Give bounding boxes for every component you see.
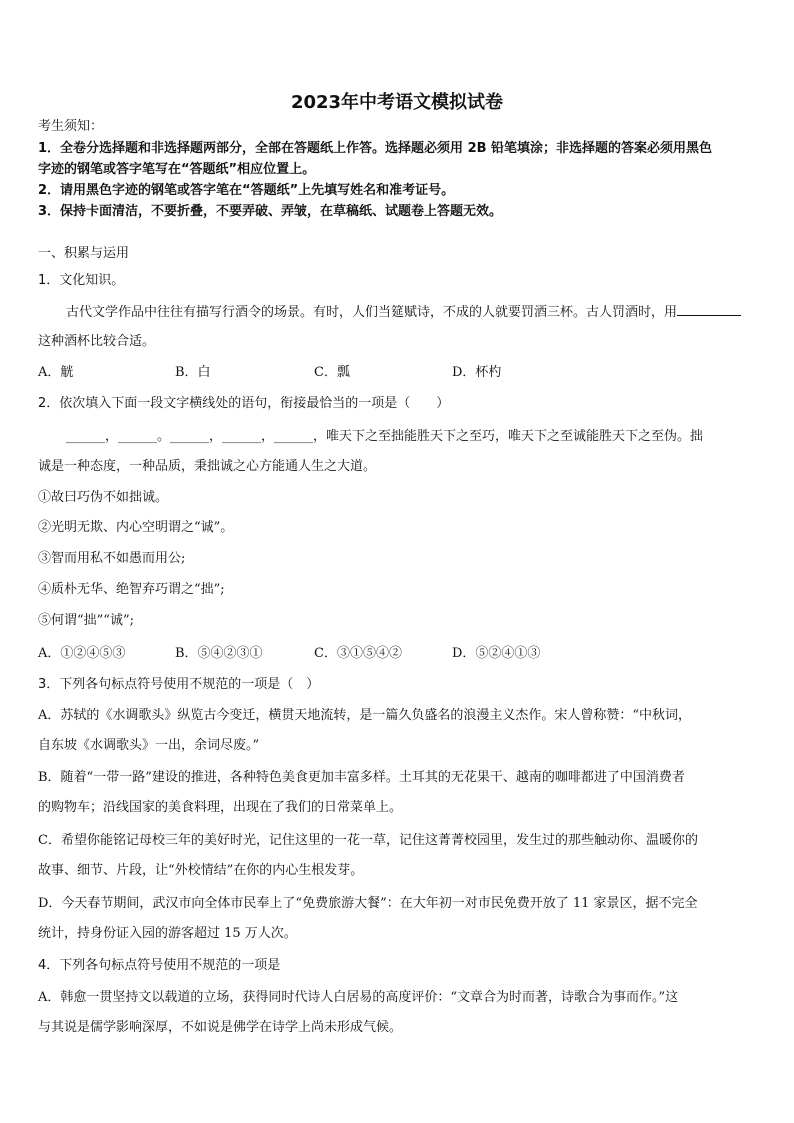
q3-option-c-line-1[interactable]: C．希望你能铭记母校三年的美好时光，记住这里的一花一草，记住这菁菁校园里，发生过的那些触动你、温暖你的: [38, 833, 698, 848]
q2-paragraph-line-2: 诚是一种态度，一种品质，秉拙诚之心方能通人生之大道。: [38, 459, 377, 474]
q3-option-a-line-1[interactable]: A．苏轼的《水调歌头》纵览古今变迁，横贯天地流转，是一篇久负盛名的浪漫主义杰作。宋人曾称赞：“中秋词，: [38, 708, 692, 723]
notice-line-4: 3．保持卡面清洁，不要折叠，不要弄破、弄皱，在草稿纸、试题卷上答题无效。: [38, 204, 503, 219]
q3-option-d-line-2[interactable]: 统计，持身份证入园的游客超过 15 万人次。: [38, 926, 297, 941]
q1-option-b[interactable]: B．白: [175, 365, 211, 380]
notice-line-2: 字迹的钢笔或答字笔写在“答题纸”相应位置上。: [38, 162, 316, 177]
q3-option-d-line-1[interactable]: D．今天春节期间，武汉市向全体市民奉上了“免费旅游大餐”：在大年初一对市民免费开放了 11 家景区，据不完全: [38, 896, 698, 911]
q2-item-4: ④质朴无华、绝智弃巧谓之“拙”;: [38, 582, 225, 597]
q1-stem: 1．文化知识。: [38, 273, 125, 288]
q1-paragraph-line-2: 这种酒杯比较合适。: [38, 334, 156, 349]
q2-item-1: ①故曰巧伪不如拙诚。: [38, 490, 169, 505]
q2-stem: 2．依次填入下面一段文字横线处的语句，衔接最恰当的一项是（ ）: [38, 396, 450, 411]
notice-heading: 考生须知：: [38, 119, 104, 134]
q2-option-c[interactable]: C．③①⑤④②: [314, 646, 402, 661]
q2-paragraph-line-1: ______，______。______，______，______，唯天下之至拙能胜天下之至巧，唯天下之至诚能胜天下之至伪。拙: [66, 429, 704, 444]
q3-option-a-line-2[interactable]: 自东坡《水调歌头》一出，余词尽废。”: [38, 738, 260, 753]
q1-paragraph-text: 古代文学作品中往往有描写行酒令的场景。有时，人们当筵赋诗，不成的人就要罚酒三杯。古人罚酒时，用: [66, 305, 678, 320]
q2-option-b[interactable]: B．⑤④②③①: [175, 646, 263, 661]
q4-stem: 4．下列各句标点符号使用不规范的一项是: [38, 958, 281, 973]
q2-item-5: ⑤何谓“拙”“诚”;: [38, 613, 134, 628]
section-heading: 一、积累与运用: [38, 246, 130, 261]
q2-option-d[interactable]: D．⑤②④①③: [452, 646, 541, 661]
q1-option-a[interactable]: A．觥: [38, 365, 74, 380]
notice-line-3: 2．请用黑色字迹的钢笔或答字笔在“答题纸”上先填写姓名和准考证号。: [38, 183, 455, 198]
q4-option-a-line-1[interactable]: A．韩愈一贯坚持文以载道的立场，获得同时代诗人白居易的高度评价：“文章合为时而著，诗歌合为事而作。”这: [38, 990, 679, 1005]
q2-item-3: ③智而用私不如愚而用公;: [38, 551, 186, 566]
q4-option-a-line-2[interactable]: 与其说是儒学影响深厚，不如说是佛学在诗学上尚未形成气候。: [38, 1020, 403, 1035]
notice-line-1: 1．全卷分选择题和非选择题两部分，全部在答题纸上作答。选择题必须用 2B 铅笔填涂；非选择题的答案必须用黑色: [38, 141, 713, 156]
q3-stem: 3．下列各句标点符号使用不规范的一项是（ ）: [38, 677, 320, 692]
q1-option-c[interactable]: C．瓢: [314, 365, 350, 380]
q3-option-c-line-2[interactable]: 故事、细节、片段，让“外校情结”在你的内心生根发芽。: [38, 863, 364, 878]
q1-answer-blank[interactable]: [677, 303, 741, 316]
q1-paragraph-line-1: [66, 303, 758, 322]
q1-option-d[interactable]: D．杯杓: [452, 365, 502, 380]
q2-option-a[interactable]: A．①②④⑤③: [38, 646, 126, 661]
q3-option-b-line-2[interactable]: 的购物车；沿线国家的美食料理，出现在了我们的日常菜单上。: [38, 800, 403, 815]
q2-item-2: ②光明无欺、内心空明谓之“诚”。: [38, 520, 234, 535]
page-title: 2023年中考语文模拟试卷: [290, 92, 504, 113]
q3-option-b-line-1[interactable]: B．随着“一带一路”建设的推进，各种特色美食更加丰富多样。土耳其的无花果干、越南的咖啡都进了中国消费者: [38, 770, 685, 785]
